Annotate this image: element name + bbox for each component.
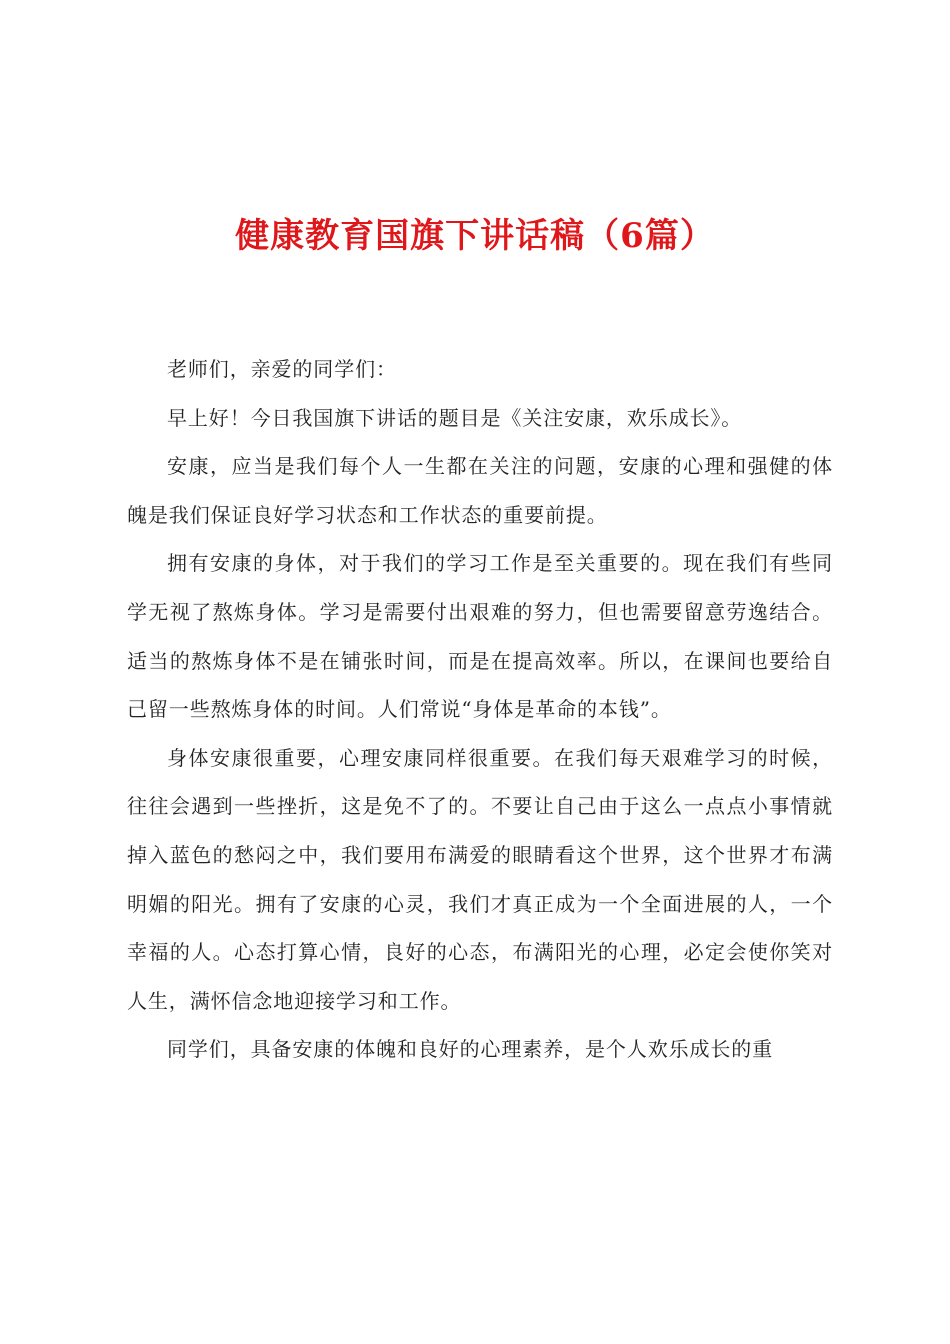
body-paragraph: 安康，应当是我们每个人一生都在关注的问题，安康的心理和强健的体魄是我们保证良好学习状态和工作状态的重要前提。 [127,454,833,527]
body-paragraph: 同学们，具备安康的体魄和良好的心理素养，是个人欢乐成长的重 [167,1037,774,1062]
document-title: 健康教育国旗下讲话稿（6篇） [235,216,715,256]
document-body [127,345,833,1074]
body-paragraph: 身体安康很重要，心理安康同样很重要。在我们每天艰难学习的时候，往往会遇到一些挫折，这是免不了的。不要让自己由于这么一点点小事情就掉入蓝色的愁闷之中，我们要用布满爱的眼睛看这个世界，这个世界才布满明媚的阳光。拥有了安康的心灵，我们才真正成为一个全面进展的人，一个幸福的人。心态打算心情，良好的心态，布满阳光的心理，必定会使你笑对人生，满怀信念地迎接学习和工作。 [127,745,833,1013]
opening-paragraph: 早上好！今日我国旗下讲话的题目是《关注安康，欢乐成长》。 [167,405,743,430]
greeting-paragraph: 老师们，亲爱的同学们： [167,357,397,381]
body-paragraph: 拥有安康的身体，对于我们的学习工作是至关重要的。现在我们有些同学无视了熬炼身体。学习是需要付出艰难的努力，但也需要留意劳逸结合。适当的熬炼身体不是在铺张时间，而是在提高效率。所以，在课间也要给自己留一些熬炼身体的时间。人们常说“身体是革命的本钱”。 [127,551,833,722]
